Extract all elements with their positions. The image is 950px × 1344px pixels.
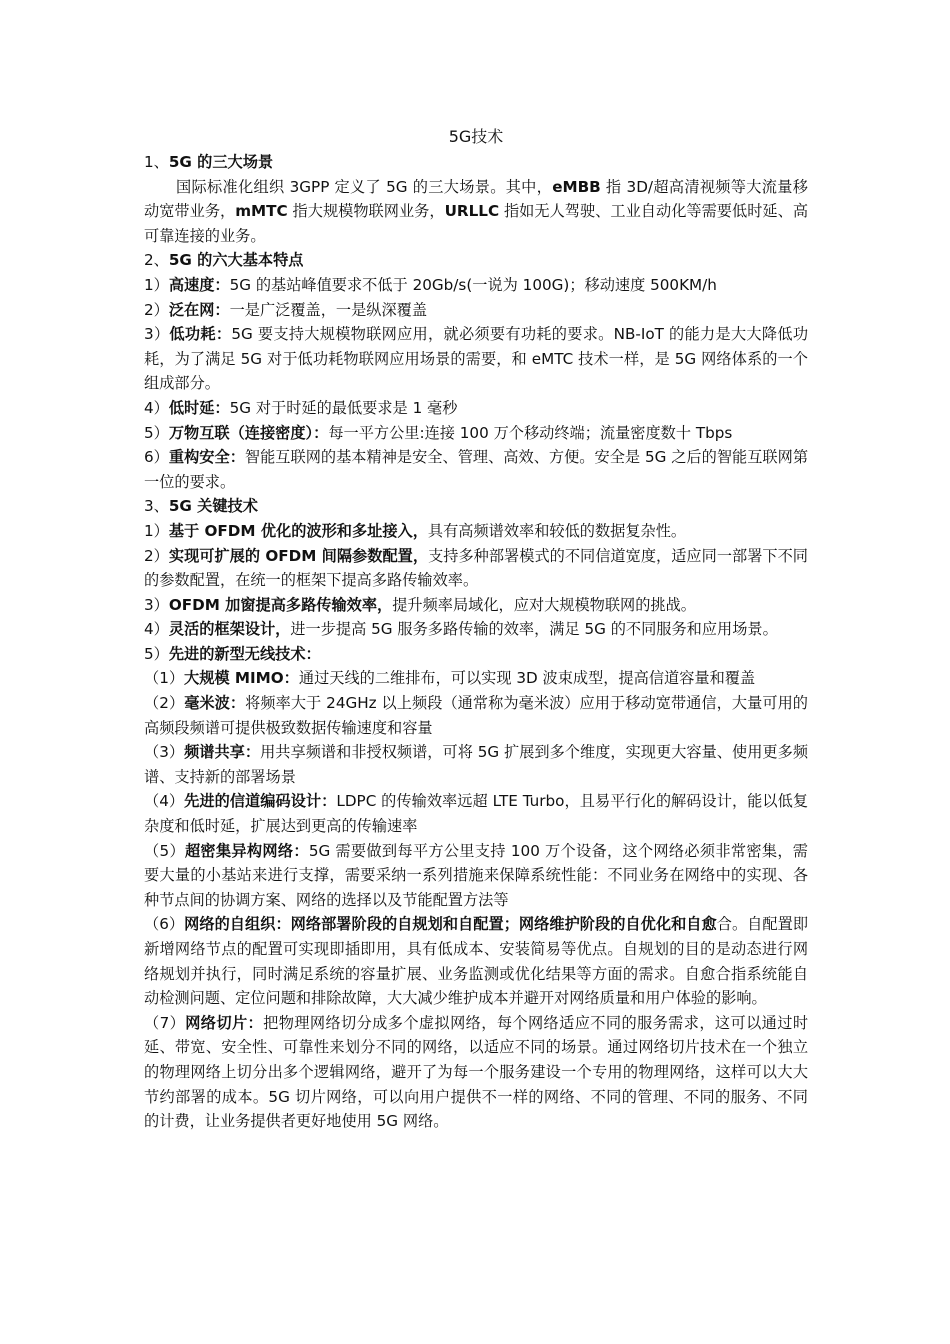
- text-run: 5G 对于时延的最低要求是 1 毫秒: [229, 398, 458, 417]
- bold-text: 实现可扩展的 OFDM 间隔参数配置，: [168, 546, 429, 565]
- text-run: 5）: [144, 423, 169, 442]
- text-run: （7）: [144, 1013, 186, 1032]
- bold-text: 低功耗：: [169, 325, 232, 344]
- bold-text: mMTC: [235, 202, 288, 221]
- bold-text: 低时延：: [168, 398, 230, 417]
- text-run: 1）: [144, 521, 169, 540]
- paragraph: [144, 273, 808, 298]
- bold-text: eMBB: [552, 177, 601, 196]
- text-run: 6）: [144, 448, 169, 467]
- bold-text: 灵活的框架设计，: [168, 620, 291, 639]
- paragraph: [144, 544, 808, 593]
- text-run: 4）: [144, 398, 169, 417]
- paragraph: [144, 421, 808, 446]
- text-run: 5G 需要做到每平方公里支持 100 万个设备，这个网络必须非常密集，需要大量的小基站来进行支撑，需要采纳一系列措施来保障系统性能：不同业务在网络中的实现、各种节点间的协调方案、网络的选择以及节能配置方法等: [144, 841, 808, 909]
- bold-text: 网络的自组织：网络部署阶段的自规划和自配置；网络维护阶段的自优化和自愈: [184, 915, 717, 934]
- text-run: 4）: [144, 620, 169, 639]
- text-run: LDPC 的传输效率远超 LTE Turbo，且易平行化的解码设计，能以低复杂度和低时延，扩展达到更高的传输速率: [144, 792, 809, 836]
- text-run: 3、: [144, 497, 169, 516]
- paragraph: [144, 298, 808, 323]
- text-run: 3）: [144, 595, 169, 614]
- paragraph: [144, 593, 808, 618]
- paragraph: [144, 248, 808, 273]
- text-run: 1、: [144, 153, 169, 171]
- paragraph: [144, 150, 808, 175]
- text-run: 每一平方公里:连接 100 万个移动终端；流量密度数十 Tbps: [328, 423, 733, 442]
- text-run: 合。自配置即新增网络节点的配置可实现即插即用，具有低成本、安装简易等优点。自规划的目的是动态进行网络规划并执行，同时满足系统的容量扩展、业务监测或优化结果等方面的需求。自愈合指系统能自动检测问题、定位问题和排除故障，大大减少维护成本并避开对网络质量和用户体验的影响。: [144, 915, 809, 1008]
- text-run: 智能互联网的基本精神是安全、管理、高效、方便。安全是 5G 之后的智能互联网第一位的要求。: [144, 448, 809, 491]
- bold-text: OFDM 加窗提高多路传输效率，: [168, 595, 393, 614]
- text-run: （1）: [144, 669, 185, 688]
- bold-text: 5G 的六大基本特点: [168, 251, 304, 270]
- text-run: 指 3D/超高清视频等大流量移动宽带业务，: [144, 177, 808, 221]
- paragraph: [144, 322, 808, 396]
- text-run: 把物理网络切分成多个虚拟网络，每个网络适应不同的服务需求，这可以通过时延、带宽、安全性、可靠性来划分不同的网络，以适应不同的场景。通过网络切片技术在一个独立的物理网络上切分出多个逻辑网络，避开了为每一个服务建设一个专用的物理网络，这样可以大大节约部署的成本。5G 切片网络，可以向用户提供不一样的网络、不同的管理、不同的服务、不同的计费，让业务提供者更好地使用 5G 网络。: [144, 1013, 809, 1131]
- bold-text: 万物互联（连接密度）：: [168, 423, 329, 442]
- bold-text: 先进的信道编码设计：: [184, 792, 337, 811]
- paragraph: [144, 617, 808, 642]
- bold-text: 大规模 MIMO：: [184, 669, 299, 688]
- text-run: 2）: [144, 546, 169, 565]
- text-run: 将频率大于 24GHz 以上频段（通常称为毫米波）应用于移动宽带通信，大量可用的高频段频谱可提供极致数据传输速度和容量: [144, 694, 808, 737]
- text-run: 2）: [144, 300, 169, 319]
- text-run: 进一步提高 5G 服务多路传输的效率，满足 5G 的不同服务和应用场景。: [290, 620, 778, 639]
- text-run: 国际标准化组织 3GPP 定义了 5G 的三大场景。其中，: [176, 177, 553, 196]
- bold-text: 超密集异构网络：: [184, 841, 309, 860]
- text-run: （2）: [144, 694, 185, 713]
- paragraph: [144, 396, 808, 421]
- text-run: （3）: [144, 743, 185, 762]
- paragraph: [144, 175, 808, 249]
- bold-text: 基于 OFDM 优化的波形和多址接入，: [168, 521, 428, 540]
- document-page: [144, 124, 808, 1134]
- document-body: [144, 150, 808, 1134]
- text-run: （4）: [144, 792, 185, 811]
- bold-text: 重构安全：: [168, 448, 245, 467]
- bold-text: 网络切片：: [185, 1013, 264, 1032]
- paragraph: [144, 912, 808, 1010]
- text-run: 1）: [144, 275, 169, 294]
- bold-text: 毫米波：: [184, 694, 246, 713]
- text-run: 5）: [144, 644, 169, 663]
- bold-text: URLLC: [444, 202, 500, 221]
- bold-text: 5G 关键技术: [168, 497, 258, 516]
- paragraph: [144, 445, 808, 494]
- paragraph: [144, 839, 808, 913]
- text-run: （5）: [144, 841, 185, 860]
- text-run: 5G 要支持大规模物联网应用，就必须要有功耗的要求。NB-IoT 的能力是大大降低功耗，为了满足 5G 对于低功耗物联网应用场景的需要，和 eMTC 技术一样，是 5G 网络体系的一个组成部分。: [144, 325, 809, 393]
- paragraph: [144, 1011, 808, 1134]
- paragraph: [144, 494, 808, 519]
- paragraph: [144, 789, 808, 838]
- text-run: 2、: [144, 251, 169, 270]
- bold-text: 泛在网：: [168, 300, 230, 319]
- paragraph: [144, 642, 808, 667]
- text-run: 一是广泛覆盖，一是纵深覆盖: [229, 300, 428, 319]
- bold-text: 5G 的三大场景: [168, 153, 274, 171]
- bold-text: 频谱共享：: [184, 743, 261, 762]
- paragraph: [144, 666, 808, 691]
- paragraph: [144, 519, 808, 544]
- paragraph: [144, 691, 808, 740]
- text-run: 3）: [144, 325, 170, 344]
- text-run: 通过天线的二维排布，可以实现 3D 波束成型，提高信道容量和覆盖: [298, 669, 756, 688]
- bold-text: 先进的新型无线技术：: [168, 644, 321, 663]
- text-run: 指大规模物联网业务，: [287, 202, 445, 221]
- text-run: 提升频率局域化，应对大规模物联网的挑战。: [392, 595, 696, 614]
- paragraph: [144, 740, 808, 789]
- text-run: （6）: [144, 915, 185, 934]
- text-run: 支持多种部署模式的不同信道宽度，适应同一部署下不同的参数配置，在统一的框架下提高多路传输效率。: [144, 546, 808, 590]
- text-run: 指如无人驾驶、工业自动化等需要低时延、高可靠连接的业务。: [144, 202, 809, 245]
- text-run: 5G 的基站峰值要求不低于 20Gb/s(一说为 100G)；移动速度 500KM/h: [229, 275, 717, 294]
- text-run: 用共享频谱和非授权频谱，可将 5G 扩展到多个维度，实现更大容量、使用更多频谱、支持新的部署场景: [144, 743, 809, 786]
- bold-text: 高速度：: [168, 275, 230, 294]
- text-run: 具有高频谱效率和较低的数据复杂性。: [427, 521, 687, 540]
- document-title: 5G技术: [448, 127, 504, 146]
